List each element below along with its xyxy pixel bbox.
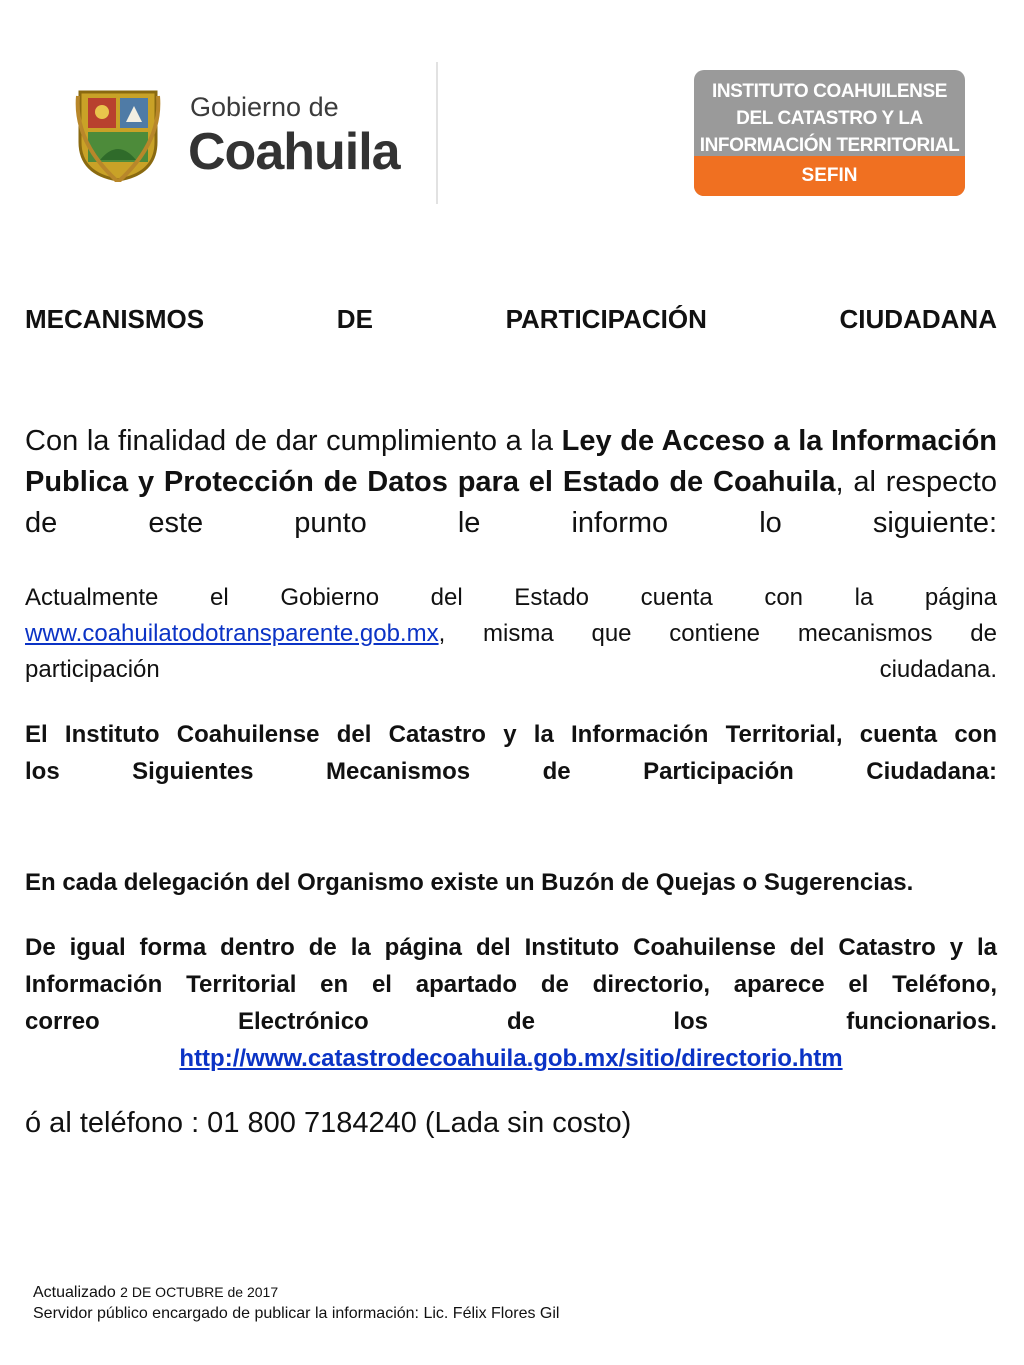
document-body bbox=[25, 300, 997, 1143]
gobierno-coahuila-logo bbox=[54, 62, 438, 204]
portal-text-2: , misma que contiene mecanismos de bbox=[438, 620, 997, 647]
coat-of-arms-icon bbox=[70, 82, 166, 182]
portal-text: Actualmente el Gobierno del Estado cuenta con la página bbox=[25, 584, 997, 611]
logo-divider bbox=[436, 62, 438, 204]
institute-line: INSTITUTO COAHUILENSE bbox=[711, 81, 948, 102]
phone-line: ó al teléfono : 01 800 7184240 (Lada sin costo) bbox=[25, 1107, 632, 1139]
portal-text-4: ciudadana. bbox=[879, 656, 997, 683]
complaints-paragraph: En cada delegación del Organismo existe un Buzón de Quejas o Sugerencias. bbox=[25, 869, 914, 896]
instituto-catastro-logo bbox=[694, 70, 965, 196]
header bbox=[0, 0, 1024, 220]
title-word: CIUDADANA bbox=[839, 304, 997, 334]
sefin-bar: SEFIN bbox=[694, 156, 965, 196]
institute-paragraph bbox=[25, 716, 997, 790]
gov-logo-small-text: Gobierno de bbox=[190, 92, 339, 122]
intro-text: Con la finalidad de dar cumplimiento a la bbox=[25, 425, 562, 457]
word: de bbox=[542, 758, 571, 785]
institute-line: INFORMACIÓN TERRITORIAL bbox=[699, 135, 960, 156]
word: Participación bbox=[643, 758, 794, 785]
portal-text-3: participación bbox=[25, 656, 160, 683]
word: de bbox=[507, 1008, 536, 1035]
institute-text: El Instituto Coahuilense del Catastro y la Información Territorial, cuenta con bbox=[25, 721, 997, 748]
updated-label: Actualizado bbox=[33, 1284, 116, 1301]
page-title bbox=[25, 304, 997, 335]
updated-line bbox=[33, 1282, 559, 1303]
directory-paragraph bbox=[25, 929, 997, 1040]
title-word: MECANISMOS bbox=[25, 304, 205, 334]
updated-date: 2 DE OCTUBRE de 2017 bbox=[120, 1284, 279, 1300]
institute-name bbox=[694, 78, 965, 159]
directory-text: De igual forma dentro de la página del Instituto Coahuilense del Catastro y la Información Territorial en el apartado de directorio, aparece el Teléfono, bbox=[25, 934, 997, 998]
responsible-line: Servidor público encargado de publicar la información: Lic. Félix Flores Gil bbox=[33, 1305, 560, 1322]
title-word: PARTICIPACIÓN bbox=[505, 304, 707, 334]
word: Mecanismos bbox=[326, 758, 471, 785]
footer bbox=[33, 1282, 559, 1324]
word: Ciudadana: bbox=[866, 758, 997, 785]
word: correo bbox=[25, 1008, 100, 1035]
word: los bbox=[673, 1008, 708, 1035]
word: funcionarios. bbox=[846, 1008, 997, 1035]
gov-logo-big-text: Coahuila bbox=[188, 123, 400, 181]
institute-text-2 bbox=[25, 753, 997, 790]
title-word: DE bbox=[336, 304, 373, 334]
word: Electrónico bbox=[238, 1008, 369, 1035]
intro-paragraph bbox=[25, 421, 997, 544]
portal-paragraph bbox=[25, 580, 997, 688]
word: los bbox=[25, 758, 60, 785]
law-name: Ley de Acceso a la Información Publica y Protección de Datos para el Estado de Coahuila bbox=[25, 425, 997, 498]
directory-text-2 bbox=[25, 1003, 997, 1040]
intro-text-end: , al respecto de este punto le informo lo siguiente: bbox=[25, 466, 997, 539]
directory-link-wrap bbox=[25, 1040, 997, 1077]
directory-link[interactable]: http://www.catastrodecoahuila.gob.mx/sitio/directorio.htm bbox=[179, 1045, 843, 1072]
institute-line: DEL CATASTRO Y LA bbox=[736, 108, 923, 129]
word: Siguientes bbox=[132, 758, 254, 785]
transparency-link[interactable]: www.coahuilatodotransparente.gob.mx bbox=[25, 620, 439, 647]
